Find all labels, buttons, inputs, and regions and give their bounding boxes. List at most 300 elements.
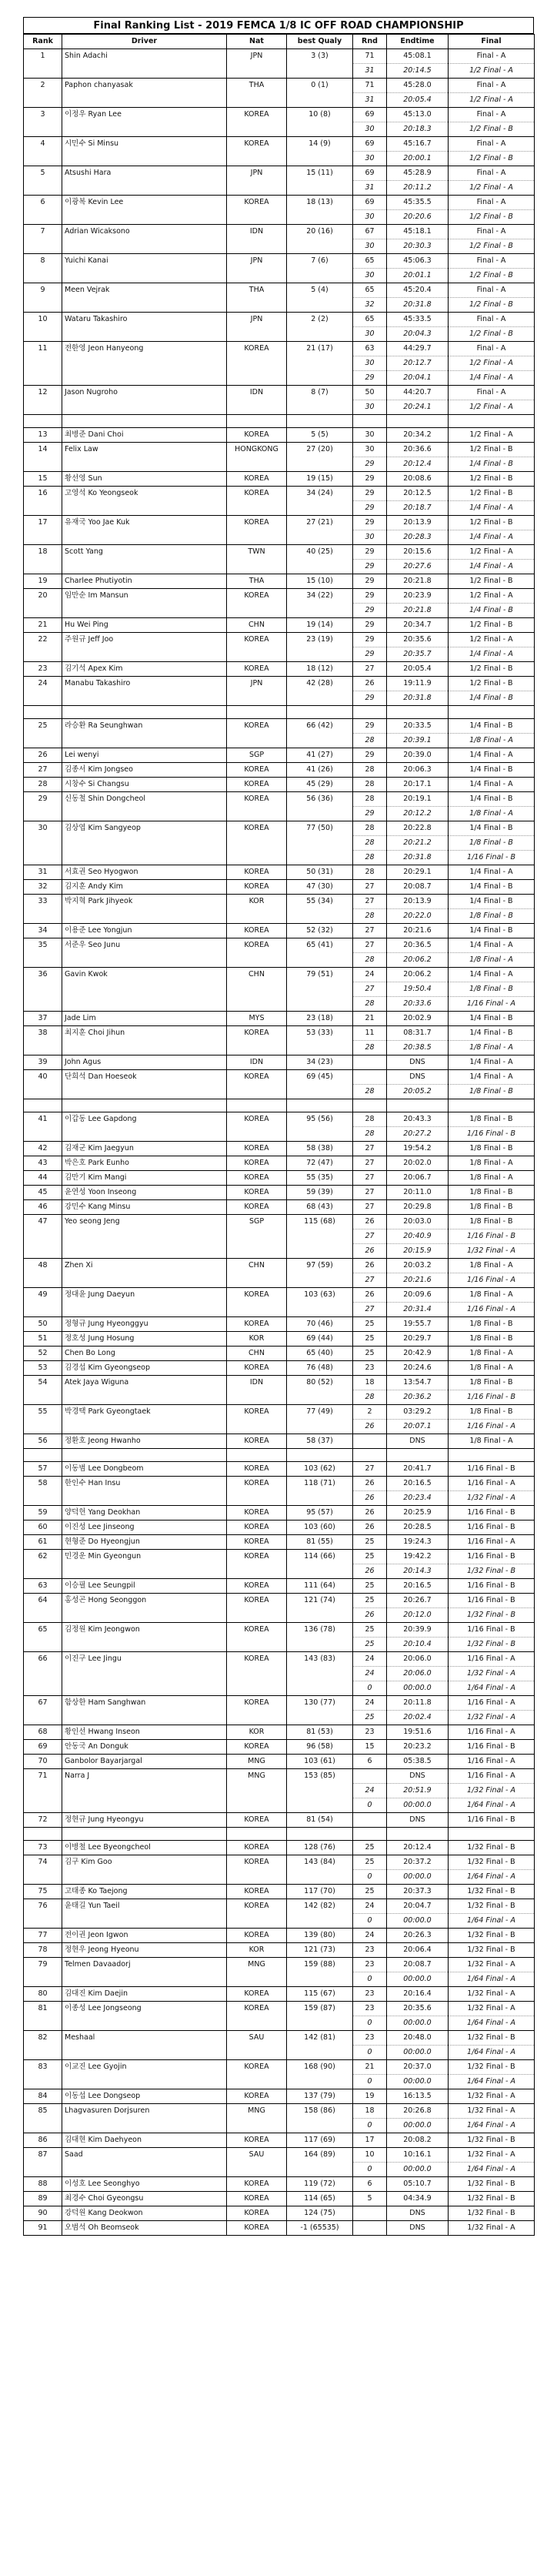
- best-qualy-cell-empty: [287, 1244, 353, 1259]
- table-row: [24, 821, 535, 836]
- rank-cell: 2: [24, 79, 62, 93]
- nat-cell: KOR: [227, 1332, 287, 1347]
- rank-cell: 3: [24, 108, 62, 122]
- endtime-cell: 20:12.0: [387, 1608, 449, 1623]
- nat-cell-empty: [227, 269, 287, 283]
- driver-cell: 이정우 Ryan Lee: [62, 108, 227, 122]
- best-qualy-cell-empty: [287, 1681, 353, 1696]
- best-qualy-cell: 10 (8): [287, 108, 353, 122]
- rank-cell: 58: [24, 1477, 62, 1491]
- endtime-cell: 20:04.7: [387, 1899, 449, 1914]
- best-qualy-cell-empty: [287, 1303, 353, 1317]
- spacer-cell: [387, 1449, 449, 1462]
- best-qualy-cell: 41 (26): [287, 763, 353, 778]
- endtime-cell: 20:28.3: [387, 530, 449, 545]
- driver-cell: 단희석 Dan Hoeseok: [62, 1070, 227, 1085]
- best-qualy-cell: 66 (42): [287, 719, 353, 734]
- final-cell: 1/8 Final - A: [449, 1041, 535, 1055]
- best-qualy-cell-empty: [287, 1667, 353, 1681]
- rank-cell-empty: [24, 371, 62, 386]
- best-qualy-cell: 15 (10): [287, 574, 353, 589]
- final-cell: 1/4 Final - A: [449, 530, 535, 545]
- page-title: Final Ranking List - 2019 FEMCA 1/8 IC OFF ROAD CHAMPIONSHIP: [23, 17, 534, 34]
- table-row: [24, 1535, 535, 1550]
- spacer-cell: [353, 706, 387, 719]
- nat-cell: KOREA: [227, 428, 287, 443]
- rnd-cell: 30: [353, 327, 387, 342]
- driver-cell: 이동범 Lee Dongbeom: [62, 1462, 227, 1477]
- endtime-cell: 20:20.6: [387, 210, 449, 225]
- rank-cell: 57: [24, 1462, 62, 1477]
- final-cell: 1/32 Final - B: [449, 1608, 535, 1623]
- endtime-cell: 00:00.0: [387, 1870, 449, 1885]
- nat-cell: KOREA: [227, 1506, 287, 1521]
- best-qualy-cell: 8 (7): [287, 386, 353, 400]
- rnd-cell: 28: [353, 865, 387, 880]
- spacer-cell: [62, 415, 227, 428]
- table-row: [24, 1462, 535, 1477]
- table-row: [24, 560, 535, 574]
- table-row: [24, 1914, 535, 1929]
- rnd-cell: 26: [353, 1608, 387, 1623]
- rank-cell: 14: [24, 443, 62, 457]
- rank-cell: 76: [24, 1899, 62, 1914]
- nat-cell: KOREA: [227, 137, 287, 152]
- rank-cell: 54: [24, 1376, 62, 1390]
- final-cell: 1/32 Final - A: [449, 1784, 535, 1798]
- driver-cell: 이교진 Lee Gyojin: [62, 2060, 227, 2075]
- nat-cell-empty: [227, 807, 287, 821]
- rnd-cell: 28: [353, 997, 387, 1012]
- rank-cell: 25: [24, 719, 62, 734]
- table-row: [24, 1200, 535, 1215]
- endtime-cell: 20:41.7: [387, 1462, 449, 1477]
- driver-cell-empty: [62, 1273, 227, 1288]
- endtime-cell: 20:34.2: [387, 428, 449, 443]
- endtime-cell: 20:36.2: [387, 1390, 449, 1405]
- rank-cell-empty: [24, 836, 62, 851]
- rnd-cell: 26: [353, 1506, 387, 1521]
- table-row: [24, 1681, 535, 1696]
- rank-cell-empty: [24, 1085, 62, 1099]
- best-qualy-cell: 103 (63): [287, 1288, 353, 1303]
- final-cell: 1/16 Final - B: [449, 1229, 535, 1244]
- rank-cell: 30: [24, 821, 62, 836]
- spacer-cell: [387, 1099, 449, 1112]
- nat-cell-empty: [227, 1870, 287, 1885]
- driver-cell-empty: [62, 1085, 227, 1099]
- endtime-cell: 20:05.4: [387, 93, 449, 108]
- spacer-cell: [227, 415, 287, 428]
- endtime-cell: 10:16.1: [387, 2148, 449, 2163]
- table-row: [24, 1638, 535, 1652]
- table-row: [24, 1434, 535, 1449]
- rank-cell-empty: [24, 1244, 62, 1259]
- table-row: [24, 1855, 535, 1870]
- endtime-cell: 20:06.3: [387, 763, 449, 778]
- driver-cell-empty: [62, 807, 227, 821]
- final-cell: 1/64 Final - A: [449, 2046, 535, 2060]
- endtime-cell: 20:04.1: [387, 371, 449, 386]
- best-qualy-cell-empty: [287, 1638, 353, 1652]
- best-qualy-cell-empty: [287, 807, 353, 821]
- rnd-cell: [353, 1813, 387, 1828]
- rnd-cell: 25: [353, 1594, 387, 1608]
- endtime-cell: 45:35.5: [387, 196, 449, 210]
- rnd-cell: 0: [353, 2119, 387, 2133]
- table-row: [24, 501, 535, 516]
- nat-cell-empty: [227, 1667, 287, 1681]
- final-cell: 1/64 Final - A: [449, 1972, 535, 1987]
- rnd-cell: 30: [353, 210, 387, 225]
- final-cell: 1/32 Final - B: [449, 2177, 535, 2192]
- table-row: [24, 1273, 535, 1288]
- best-qualy-cell-empty: [287, 1127, 353, 1142]
- driver-cell-empty: [62, 836, 227, 851]
- table-row: [24, 1491, 535, 1506]
- final-cell: 1/4 Final - A: [449, 371, 535, 386]
- table-row: [24, 1244, 535, 1259]
- rnd-cell: 25: [353, 1550, 387, 1564]
- endtime-cell: DNS: [387, 1813, 449, 1828]
- rnd-cell: 21: [353, 2060, 387, 2075]
- rank-cell-empty: [24, 356, 62, 371]
- driver-cell: John Agus: [62, 1055, 227, 1070]
- final-cell: 1/16 Final - A: [449, 1303, 535, 1317]
- driver-cell: 오범석 Oh Beomseok: [62, 2221, 227, 2236]
- rnd-cell: [353, 1434, 387, 1449]
- final-cell: 1/4 Final - B: [449, 924, 535, 938]
- nat-cell-empty: [227, 1420, 287, 1434]
- rank-cell-empty: [24, 2016, 62, 2031]
- nat-cell: CHN: [227, 618, 287, 633]
- table-row: [24, 778, 535, 792]
- table-row: [24, 269, 535, 283]
- driver-cell: 정현규 Jung Hyeongyu: [62, 1813, 227, 1828]
- endtime-cell: 20:12.5: [387, 487, 449, 501]
- rnd-cell: 23: [353, 1943, 387, 1958]
- rank-cell: 78: [24, 1943, 62, 1958]
- nat-cell: SGP: [227, 1215, 287, 1229]
- rank-cell: 18: [24, 545, 62, 560]
- final-cell: 1/16 Final - A: [449, 1273, 535, 1288]
- driver-cell: 정형규 Jung Hyeonggyu: [62, 1317, 227, 1332]
- table-row: [24, 1229, 535, 1244]
- rank-cell: 6: [24, 196, 62, 210]
- driver-cell: 김지훈 Andy Kim: [62, 880, 227, 895]
- nat-cell: KOREA: [227, 1594, 287, 1608]
- best-qualy-cell: 65 (40): [287, 1347, 353, 1361]
- endtime-cell: 20:23.2: [387, 1740, 449, 1755]
- driver-cell-empty: [62, 1390, 227, 1405]
- final-cell: 1/32 Final - B: [449, 2133, 535, 2148]
- final-cell: 1/16 Final - A: [449, 1725, 535, 1740]
- best-qualy-cell: 97 (59): [287, 1259, 353, 1273]
- table-row: [24, 1142, 535, 1156]
- rnd-cell: 25: [353, 1535, 387, 1550]
- driver-cell: 이진성 Lee Jinseong: [62, 1521, 227, 1535]
- driver-cell: Ganbolor Bayarjargal: [62, 1755, 227, 1769]
- final-cell: 1/16 Final - B: [449, 1506, 535, 1521]
- driver-cell-empty: [62, 400, 227, 415]
- ranking-table: [23, 34, 535, 2236]
- final-cell: 1/32 Final - A: [449, 1711, 535, 1725]
- driver-cell-empty: [62, 1491, 227, 1506]
- driver-cell: Charlee Phutiyotin: [62, 574, 227, 589]
- endtime-cell: 20:08.6: [387, 472, 449, 487]
- driver-cell: 이병철 Lee Byeongcheol: [62, 1841, 227, 1855]
- rnd-cell: 28: [353, 851, 387, 865]
- best-qualy-cell-empty: [287, 501, 353, 516]
- nat-cell-empty: [227, 1681, 287, 1696]
- spacer-cell: [353, 1099, 387, 1112]
- best-qualy-cell: 18 (13): [287, 196, 353, 210]
- rank-cell: 23: [24, 662, 62, 677]
- nat-cell-empty: [227, 1972, 287, 1987]
- rank-cell: 66: [24, 1652, 62, 1667]
- rank-cell-empty: [24, 1041, 62, 1055]
- driver-cell: 이종성 Lee Jongseong: [62, 2002, 227, 2016]
- table-row: [24, 589, 535, 604]
- final-cell: 1/8 Final - A: [449, 1259, 535, 1273]
- driver-cell: 전이권 Jeon Igwon: [62, 1929, 227, 1943]
- best-qualy-cell: 69 (45): [287, 1070, 353, 1085]
- endtime-cell: 20:03.0: [387, 1215, 449, 1229]
- nat-cell: KOREA: [227, 108, 287, 122]
- endtime-cell: 20:37.2: [387, 1855, 449, 1870]
- endtime-cell: DNS: [387, 1434, 449, 1449]
- table-row: [24, 530, 535, 545]
- final-cell: 1/64 Final - A: [449, 1870, 535, 1885]
- final-cell: 1/32 Final - B: [449, 1929, 535, 1943]
- final-cell: 1/4 Final - A: [449, 968, 535, 982]
- rnd-cell: 29: [353, 457, 387, 472]
- nat-cell: KOREA: [227, 1477, 287, 1491]
- rnd-cell: 0: [353, 1972, 387, 1987]
- table-row: [24, 748, 535, 763]
- endtime-cell: 20:23.9: [387, 589, 449, 604]
- nat-cell-empty: [227, 239, 287, 254]
- table-row: [24, 545, 535, 560]
- rank-cell: 52: [24, 1347, 62, 1361]
- best-qualy-cell: 65 (41): [287, 938, 353, 953]
- endtime-cell: DNS: [387, 2206, 449, 2221]
- driver-cell: Felix Law: [62, 443, 227, 457]
- best-qualy-cell: 56 (36): [287, 792, 353, 807]
- endtime-cell: 45:13.0: [387, 108, 449, 122]
- nat-cell-empty: [227, 1491, 287, 1506]
- best-qualy-cell: 68 (43): [287, 1200, 353, 1215]
- nat-cell: CHN: [227, 968, 287, 982]
- endtime-cell: 20:12.4: [387, 1841, 449, 1855]
- driver-cell: 김만기 Kim Mangi: [62, 1171, 227, 1186]
- final-cell: 1/32 Final - A: [449, 1987, 535, 2002]
- rank-cell: 59: [24, 1506, 62, 1521]
- final-cell: 1/2 Final - A: [449, 428, 535, 443]
- table-row: [24, 1943, 535, 1958]
- table-row: [24, 719, 535, 734]
- best-qualy-cell: 14 (9): [287, 137, 353, 152]
- nat-cell-empty: [227, 1798, 287, 1813]
- table-row: [24, 1870, 535, 1885]
- rnd-cell: 27: [353, 1229, 387, 1244]
- col-header-best-qualy: best Qualy: [287, 35, 353, 49]
- best-qualy-cell-empty: [287, 953, 353, 968]
- endtime-cell: 20:11.8: [387, 1696, 449, 1711]
- table-row: [24, 1784, 535, 1798]
- nat-cell: KOR: [227, 1943, 287, 1958]
- table-row: [24, 1929, 535, 1943]
- endtime-cell: 05:10.7: [387, 2177, 449, 2192]
- rank-cell-empty: [24, 181, 62, 196]
- final-cell: 1/2 Final - B: [449, 298, 535, 313]
- table-row: [24, 428, 535, 443]
- final-cell: Final - A: [449, 108, 535, 122]
- endtime-cell: 13:54.7: [387, 1376, 449, 1390]
- driver-cell-empty: [62, 2016, 227, 2031]
- rnd-cell: [353, 1055, 387, 1070]
- table-row: [24, 1594, 535, 1608]
- rnd-cell: 65: [353, 283, 387, 298]
- table-row: [24, 982, 535, 997]
- endtime-cell: 20:06.2: [387, 953, 449, 968]
- final-cell: 1/16 Final - A: [449, 997, 535, 1012]
- nat-cell: MNG: [227, 2104, 287, 2119]
- rank-cell: 71: [24, 1769, 62, 1784]
- best-qualy-cell-empty: [287, 909, 353, 924]
- best-qualy-cell: 70 (46): [287, 1317, 353, 1332]
- rnd-cell: 71: [353, 49, 387, 64]
- rank-cell-empty: [24, 2119, 62, 2133]
- driver-cell: 현형준 Do Hyeongjun: [62, 1535, 227, 1550]
- best-qualy-cell: 34 (23): [287, 1055, 353, 1070]
- best-qualy-cell: 34 (22): [287, 589, 353, 604]
- final-cell: 1/8 Final - B: [449, 909, 535, 924]
- endtime-cell: 20:11.2: [387, 181, 449, 196]
- best-qualy-cell: 77 (50): [287, 821, 353, 836]
- nat-cell: IDN: [227, 225, 287, 239]
- best-qualy-cell: 136 (78): [287, 1623, 353, 1638]
- endtime-cell: 20:06.0: [387, 1652, 449, 1667]
- col-header-endtime: Endtime: [387, 35, 449, 49]
- best-qualy-cell-empty: [287, 1608, 353, 1623]
- final-cell: Final - A: [449, 49, 535, 64]
- final-cell: 1/64 Final - A: [449, 2163, 535, 2177]
- table-row: [24, 865, 535, 880]
- endtime-cell: 20:02.9: [387, 1012, 449, 1026]
- driver-cell-empty: [62, 1798, 227, 1813]
- nat-cell-empty: [227, 1244, 287, 1259]
- nat-cell: KOREA: [227, 1987, 287, 2002]
- best-qualy-cell: 50 (31): [287, 865, 353, 880]
- endtime-cell: 20:17.1: [387, 778, 449, 792]
- best-qualy-cell: 143 (83): [287, 1652, 353, 1667]
- final-cell: 1/8 Final - B: [449, 1142, 535, 1156]
- table-row: [24, 618, 535, 633]
- final-cell: 1/2 Final - B: [449, 327, 535, 342]
- endtime-cell: 20:36.5: [387, 938, 449, 953]
- rnd-cell: 28: [353, 763, 387, 778]
- rnd-cell: 27: [353, 895, 387, 909]
- rnd-cell: 24: [353, 1652, 387, 1667]
- nat-cell-empty: [227, 2119, 287, 2133]
- endtime-cell: 20:22.8: [387, 821, 449, 836]
- table-row: [24, 792, 535, 807]
- rnd-cell: 28: [353, 1390, 387, 1405]
- best-qualy-cell: 117 (70): [287, 1885, 353, 1899]
- rank-cell: 64: [24, 1594, 62, 1608]
- rank-cell: 90: [24, 2206, 62, 2221]
- nat-cell-empty: [227, 647, 287, 662]
- driver-cell: 이승필 Lee Seungpil: [62, 1579, 227, 1594]
- best-qualy-cell: 142 (82): [287, 1899, 353, 1914]
- spacer-cell: [287, 415, 353, 428]
- table-row: [24, 1550, 535, 1564]
- best-qualy-cell-empty: [287, 2163, 353, 2177]
- endtime-cell: 00:00.0: [387, 2119, 449, 2133]
- best-qualy-cell: 69 (44): [287, 1332, 353, 1347]
- table-row: [24, 574, 535, 589]
- endtime-cell: DNS: [387, 2221, 449, 2236]
- nat-cell: KOREA: [227, 1550, 287, 1564]
- driver-cell: 이용준 Lee Yongjun: [62, 924, 227, 938]
- rnd-cell: 27: [353, 662, 387, 677]
- driver-cell-empty: [62, 530, 227, 545]
- best-qualy-cell-empty: [287, 1870, 353, 1885]
- endtime-cell: 20:08.7: [387, 1958, 449, 1972]
- rnd-cell: 28: [353, 734, 387, 748]
- spacer-cell: [387, 415, 449, 428]
- table-row: [24, 1361, 535, 1376]
- table-row: [24, 122, 535, 137]
- best-qualy-cell-empty: [287, 64, 353, 79]
- best-qualy-cell: 27 (21): [287, 516, 353, 530]
- rnd-cell: 27: [353, 1171, 387, 1186]
- spacer-cell: [24, 706, 62, 719]
- rank-cell: 19: [24, 574, 62, 589]
- rank-cell: 61: [24, 1535, 62, 1550]
- nat-cell-empty: [227, 2163, 287, 2177]
- rank-cell: 41: [24, 1112, 62, 1127]
- nat-cell: IDN: [227, 1376, 287, 1390]
- driver-cell: 최병준 Dani Choi: [62, 428, 227, 443]
- endtime-cell: 00:00.0: [387, 2163, 449, 2177]
- rnd-cell: 29: [353, 633, 387, 647]
- best-qualy-cell-empty: [287, 530, 353, 545]
- driver-cell-empty: [62, 1914, 227, 1929]
- driver-cell-empty: [62, 1127, 227, 1142]
- nat-cell: JPN: [227, 166, 287, 181]
- rank-cell-empty: [24, 1273, 62, 1288]
- rank-cell-empty: [24, 327, 62, 342]
- rank-cell: 75: [24, 1885, 62, 1899]
- endtime-cell: 20:01.1: [387, 269, 449, 283]
- table-row: [24, 1769, 535, 1784]
- final-cell: 1/32 Final - A: [449, 1667, 535, 1681]
- best-qualy-cell-empty: [287, 1491, 353, 1506]
- table-row: [24, 210, 535, 225]
- rnd-cell: 26: [353, 1288, 387, 1303]
- best-qualy-cell: 55 (34): [287, 895, 353, 909]
- table-row: [24, 909, 535, 924]
- endtime-cell: 20:11.0: [387, 1186, 449, 1200]
- endtime-cell: 45:16.7: [387, 137, 449, 152]
- nat-cell: THA: [227, 79, 287, 93]
- table-row: [24, 1841, 535, 1855]
- rank-cell: 21: [24, 618, 62, 633]
- table-row: [24, 1623, 535, 1638]
- rnd-cell: 26: [353, 1259, 387, 1273]
